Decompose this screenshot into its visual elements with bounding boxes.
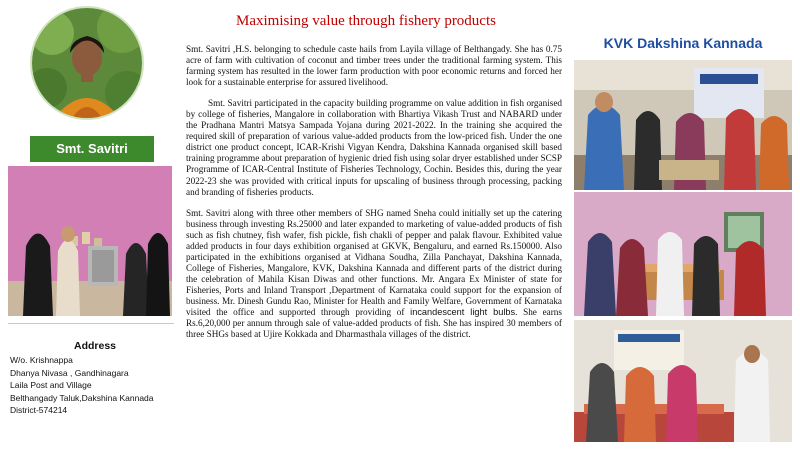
address-block (10, 340, 180, 416)
event-photo-stall (574, 320, 792, 442)
address-line: District-574214 (10, 405, 68, 416)
event-photo-exhibition (574, 192, 792, 316)
address-line: Belthangady Taluk,Dakshina Kannada (10, 392, 154, 403)
article-title: Maximising value through fishery products (236, 13, 496, 29)
event-photo-visit (574, 60, 792, 190)
address-heading: Address (73, 340, 116, 352)
article-paragraph-2: Smt. Savitri participated in the capacity building programme on value addition in fish organised by college of fisheries, Mangalore in collaboration with Bhartiya Vikash Trust and NABARD under the Pradhana Mantri Matsya Sampada Yojana during 2021-2022. In the training she acquired the required skill of preparation of various value-added products from the low-priced fish. Under the one district one product concept, ICAR-Krishi Vigyan Kendra, Dakshina Kannada organised skill based training programme about preparation of hygienic dried fish using solar dryer established under SCSP Programme of ICAR-Central Institute of Fisheries Technology, Cochin. Besides this, during the year 2022-23 she was provided with critical inputs for upscaling of business through processing, packing and branding of fisheries products. (186, 98, 562, 197)
address-line: W/o. Krishnappa (10, 355, 73, 366)
article-body (186, 44, 562, 350)
article-paragraph-3 (186, 208, 562, 341)
portrait-photo (30, 6, 144, 120)
left-divider (8, 323, 174, 324)
article-paragraph-1: Smt. Savitri ,H.S. belonging to schedule caste hails from Layila village of Belthangady. She has 0.75 acre of farm with cultivation of coconut and timber trees under the traditional farming system. This farming system has resulted in the lower farm production with poor economic returns and forced her look for a sustainable enterprise for assured livelihood. (186, 44, 562, 88)
profile-name-badge: Smt. Savitri (30, 136, 154, 162)
address-line: Dhanya Nivasa , Gandhinagara (10, 367, 129, 378)
organization-name: KVK Dakshina Kannada (603, 35, 763, 51)
shg-members-photo (8, 166, 172, 316)
address-line: Laila Post and Village (10, 380, 92, 391)
article-paragraph-3-end: . She earns Rs.6,20,000 per annum through sale of value-added products of fish. She has inspired 30 members of three SHGs based at Ujire Kokkada and Dharmasthala villages of the district. (186, 307, 562, 340)
article-paragraph-3-start: Smt. Savitri along with three other members of SHG named Sneha could initially set up the catering business through investing Rs.25000 and later expanded to marketing of value-added products of fish such as fish chutney, fish wafer, fish pickle, fish chakli of pepper and palak flavour. Exhibited value added products in four days exhibition organised at GKVK, Bengaluru, and earned Rs.150000. Also participated in the exhibitions organised at Vidhana Soudha, Zilla Panchayat, Dakshina Kannada, College of Fisheries, Mangalore, KVK, Dakshina Kannada and different parts of the district during the celebration of Mahila Kisan Diwas and other functions. Mr. Angara Ex Minister of state for Fisheries, Ports and Inland Transport ,Department of Karnataka could support for the expansion of business. Mr. Dinesh Gundu Rao, Minister for Health and Family Welfare, Government of Karnataka visited the office and supported through providing of (186, 207, 562, 318)
article-paragraph-3-highlight: incandescent light bulbs (410, 307, 516, 318)
